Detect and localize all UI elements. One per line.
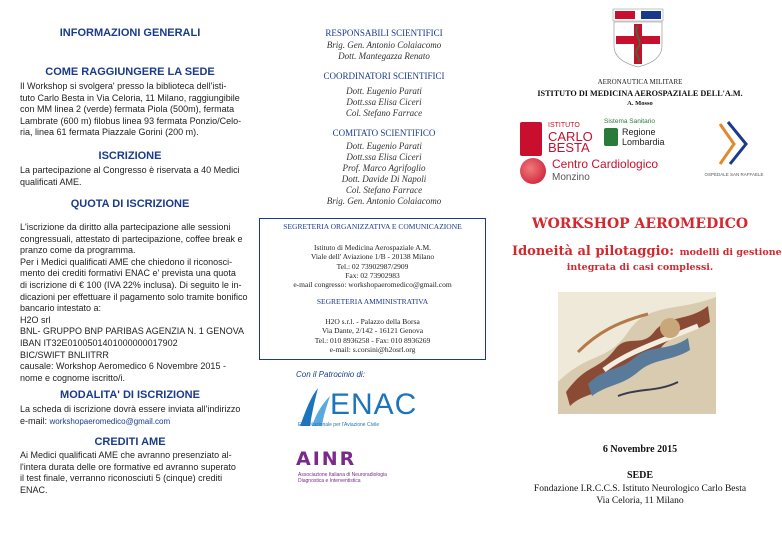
institute-crest-icon: [612, 8, 664, 68]
iscrizione-heading: ISCRIZIONE: [98, 150, 162, 162]
ainr-wordmark: AINR: [296, 448, 357, 470]
comitato-heading: COMITATO SCIENTIFICO: [332, 128, 436, 138]
enac-logo: [296, 384, 426, 432]
info-heading: INFORMAZIONI GENERALI: [59, 27, 201, 39]
responsabili-heading: RESPONSABILI SCIENTIFICI: [325, 28, 443, 38]
crediti-heading: CREDITI AME: [94, 436, 166, 448]
aeropainting-image: [558, 292, 716, 414]
left-panel: [0, 0, 250, 543]
segreteria-amm-heading: SEGRETERIA AMMINISTRATIVA: [316, 297, 429, 306]
monzino-mark-icon: [520, 158, 546, 184]
aeronautica-label: AERONAUTICA MILITARE: [597, 78, 683, 86]
quota-heading: QUOTA DI ISCRIZIONE: [70, 198, 190, 210]
besta-logo: ISTITUTO CARLO BESTA: [520, 120, 600, 160]
regione-lombardia-logo: Sistema Sanitario Regione Lombardia: [604, 118, 665, 147]
modalita-heading: MODALITA' DI ISCRIZIONE: [60, 389, 200, 401]
crediti-text: Ai Medici qualificati AME che avranno presenziato al- l'intera durata delle ore formative ed avranno superato il test finale, verranno riconosciuti 5 (cinque) crediti ENAC.: [20, 450, 236, 495]
san-raffaele-icon: [716, 120, 752, 166]
ainr-subtitle: Associazione Italiana di Neuroradiologia Diagnostica e Interventistica: [298, 472, 387, 484]
workshop-subtitle: Idoneità al pilotaggio: modelli di gestione: [512, 244, 782, 259]
right-panel: [512, 0, 782, 543]
institute-subname: A. Mosso: [627, 100, 653, 107]
enac-subtitle: Ente Nazionale per l'Aviazione Civile: [298, 422, 380, 428]
san-raffaele-logo: OSPEDALE SAN RAFFAELE: [702, 120, 766, 186]
responsabili-names: Brig. Gen. Antonio Colaiacomo Dott. Mantegazza Renato: [326, 40, 442, 61]
segreteria-amm-text: H2O s.r.l. - Palazzo della Borsa Via Dante, 2/142 - 16121 Genova Tel.: 010 8936258 - Fax: 010 8936269 e-mail: s.corsini@h2osrl.org: [314, 317, 431, 354]
coordinatori-heading: COORDINATORI SCIENTIFICI: [323, 71, 445, 81]
quota-text: L'iscrizione da diritto alla partecipazione alle sessioni congressuali, attestato di partecipazione, coffee break e pranzo come da programma. Per i Medici qualificati AME che chiedono il riconosci- mento dei crediti formativi ENAC e' prevista una quota di iscrizione di € 100 (IVA 22% inclusa). Di seguito le in- dicazioni per effettuare il pagamento solo tramite bonifico bancario intestato a: H2O srl BNL- GRUPPO BNP PARIBAS AGENZIA N. 1 GENOVA IBAN IT32E0100501401000000017902 BIC/SWIFT BNLIITRR causale: Workshop Aeromedico 6 Novembre 2015 - nome e cognome iscritto/i.: [20, 222, 248, 383]
lombardia-rose-icon: [604, 128, 618, 146]
segreteria-org-heading: SEGRETERIA ORGANIZZATIVA E COMUNICAZIONE: [283, 222, 462, 231]
patrocinio-label: Con il Patrocinio di:: [296, 370, 365, 379]
contact-email-link[interactable]: workshopaeromedico@gmail.com: [49, 416, 171, 426]
enac-wordmark: ENAC: [330, 388, 418, 421]
sede-address: Fondazione I.R.C.C.S. Istituto Neurologico Carlo Besta Via Celoria, 11 Milano: [533, 484, 747, 506]
how-to-reach-text: Il Workshop si svolgera' presso la biblioteca dell'isti- tuto Carlo Besta in Via Celoria, 11 Milano, raggiungibile con MM linea 2 (verde) fermata Piola (500m), fermata Lambrate (600 m) filobus linea 93 fermata Ponzio/Celo- ria, linea 61 fermata Piazzale Gorini (200 m).: [20, 81, 242, 138]
event-date: 6 Novembre 2015: [602, 444, 678, 455]
workshop-title: WORKSHOP AEROMEDICO: [531, 216, 749, 232]
coordinatori-names: Dott. Eugenio Parati Dott.ssa Elisa Ciceri Col. Stefano Farrace: [345, 86, 423, 118]
sede-heading: SEDE: [626, 470, 654, 481]
workshop-subtitle-line2: integrata di casi complessi.: [566, 262, 714, 273]
segreteria-box: [259, 218, 486, 360]
modalita-text: La scheda di iscrizione dovrà essere inviata all'indirizzo e-mail: workshopaeromedico@gmail.com: [20, 404, 241, 426]
how-to-reach-heading: COME RAGGIUNGERE LA SEDE: [45, 66, 215, 78]
ainr-logo: [296, 448, 436, 488]
segreteria-org-text: Istituto di Medicina Aerospaziale A.M. Viale dell' Aviazione 1/B - 20138 Milano Tel.: 02 73902987/2909 Fax: 02 73902983 e-mail congresso: workshopaeromedico@gmail.com: [293, 243, 452, 290]
institute-name: ISTITUTO DI MEDICINA AEROSPAZIALE DELL'A.M.: [537, 89, 743, 98]
besta-mark-icon: [520, 122, 542, 156]
iscrizione-text: La partecipazione al Congresso è riservata a 40 Medici qualificati AME.: [20, 165, 240, 187]
middle-panel: [256, 0, 512, 543]
comitato-names: Dott. Eugenio Parati Dott.ssa Elisa Ciceri Prof. Marco Agrifoglio Dott. Davide Di Napoli Col. Stefano Farrace Brig. Gen. Antonio Colaiacomo: [326, 141, 442, 206]
monzino-logo: Centro Cardiologico Monzino: [520, 158, 690, 188]
